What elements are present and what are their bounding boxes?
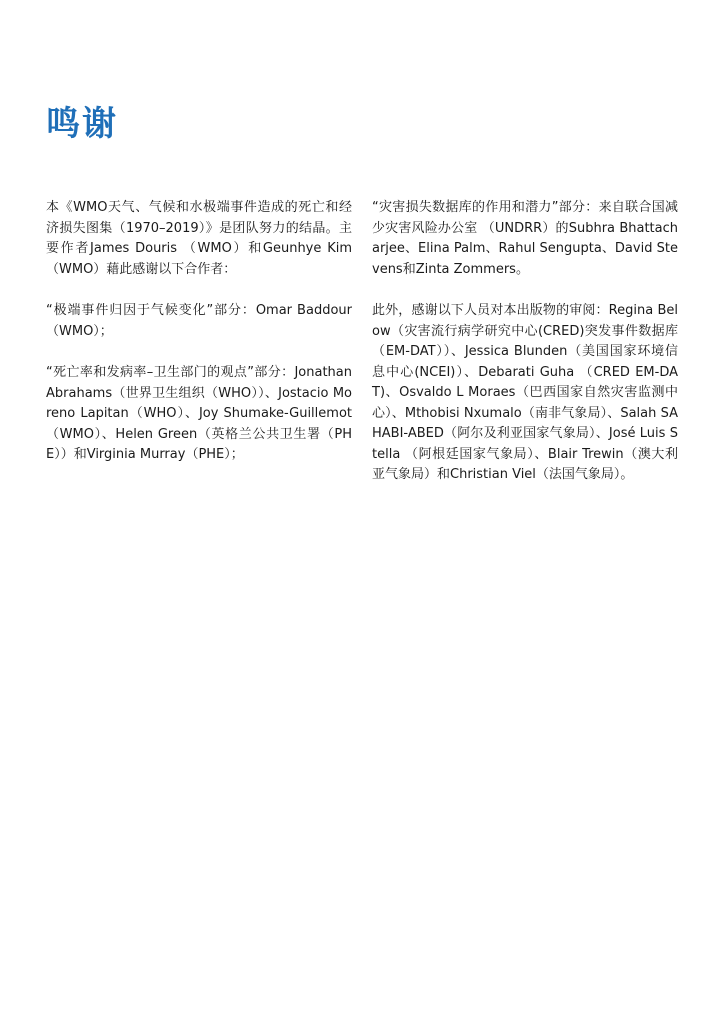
left-column: [46, 198, 352, 487]
page-title: 鸣谢: [46, 104, 118, 144]
health-sector-paragraph: “死亡率和发病率–卫生部门的观点”部分：Jonathan Abrahams（世界卫生组织（WHO））、Jostacio Moreno Lapitan（WHO）、Joy Shumake-Guillemot（WMO）、Helen Green（英格兰公共卫生署（PHE））和Virginia Murray（PHE）；: [46, 365, 352, 462]
reviewers-paragraph: 此外，感谢以下人员对本出版物的审阅：Regina Below（灾害流行病学研究中心(CRED)突发事件数据库（EM-DAT））、Jessica Blunden（美国国家环境信息中心(NCEI)）、Debarati Guha （CRED EM-DAT)、Osvaldo L Moraes（巴西国家自然灾害监测中心）、Mthobisi Nxumalo（南非气象局）、Salah SAHABI-ABED（阿尔及利亚国家气象局）、José Luis Stella （阿根廷国家气象局）、Blair Trewin（澳大利亚气象局）和Christian Viel（法国气象局）。: [372, 303, 678, 482]
right-column: [372, 198, 678, 507]
intro-paragraph: 本《WMO天气、气候和水极端事件造成的死亡和经济损失图集（1970–2019）》是团队努力的结晶。主要作者James Douris （WMO）和Geunhye Kim （WMO）藉此感谢以下合作者：: [46, 200, 352, 277]
attribution-paragraph: “极端事件归因于气候变化”部分：Omar Baddour （WMO）；: [46, 303, 352, 339]
loss-database-paragraph: “灾害损失数据库的作用和潜力”部分：来自联合国减少灾害风险办公室 （UNDRR）的Subhra Bhattacharjee、Elina Palm、Rahul Sengupta、David Stevens和Zinta Zommers。: [372, 200, 678, 277]
